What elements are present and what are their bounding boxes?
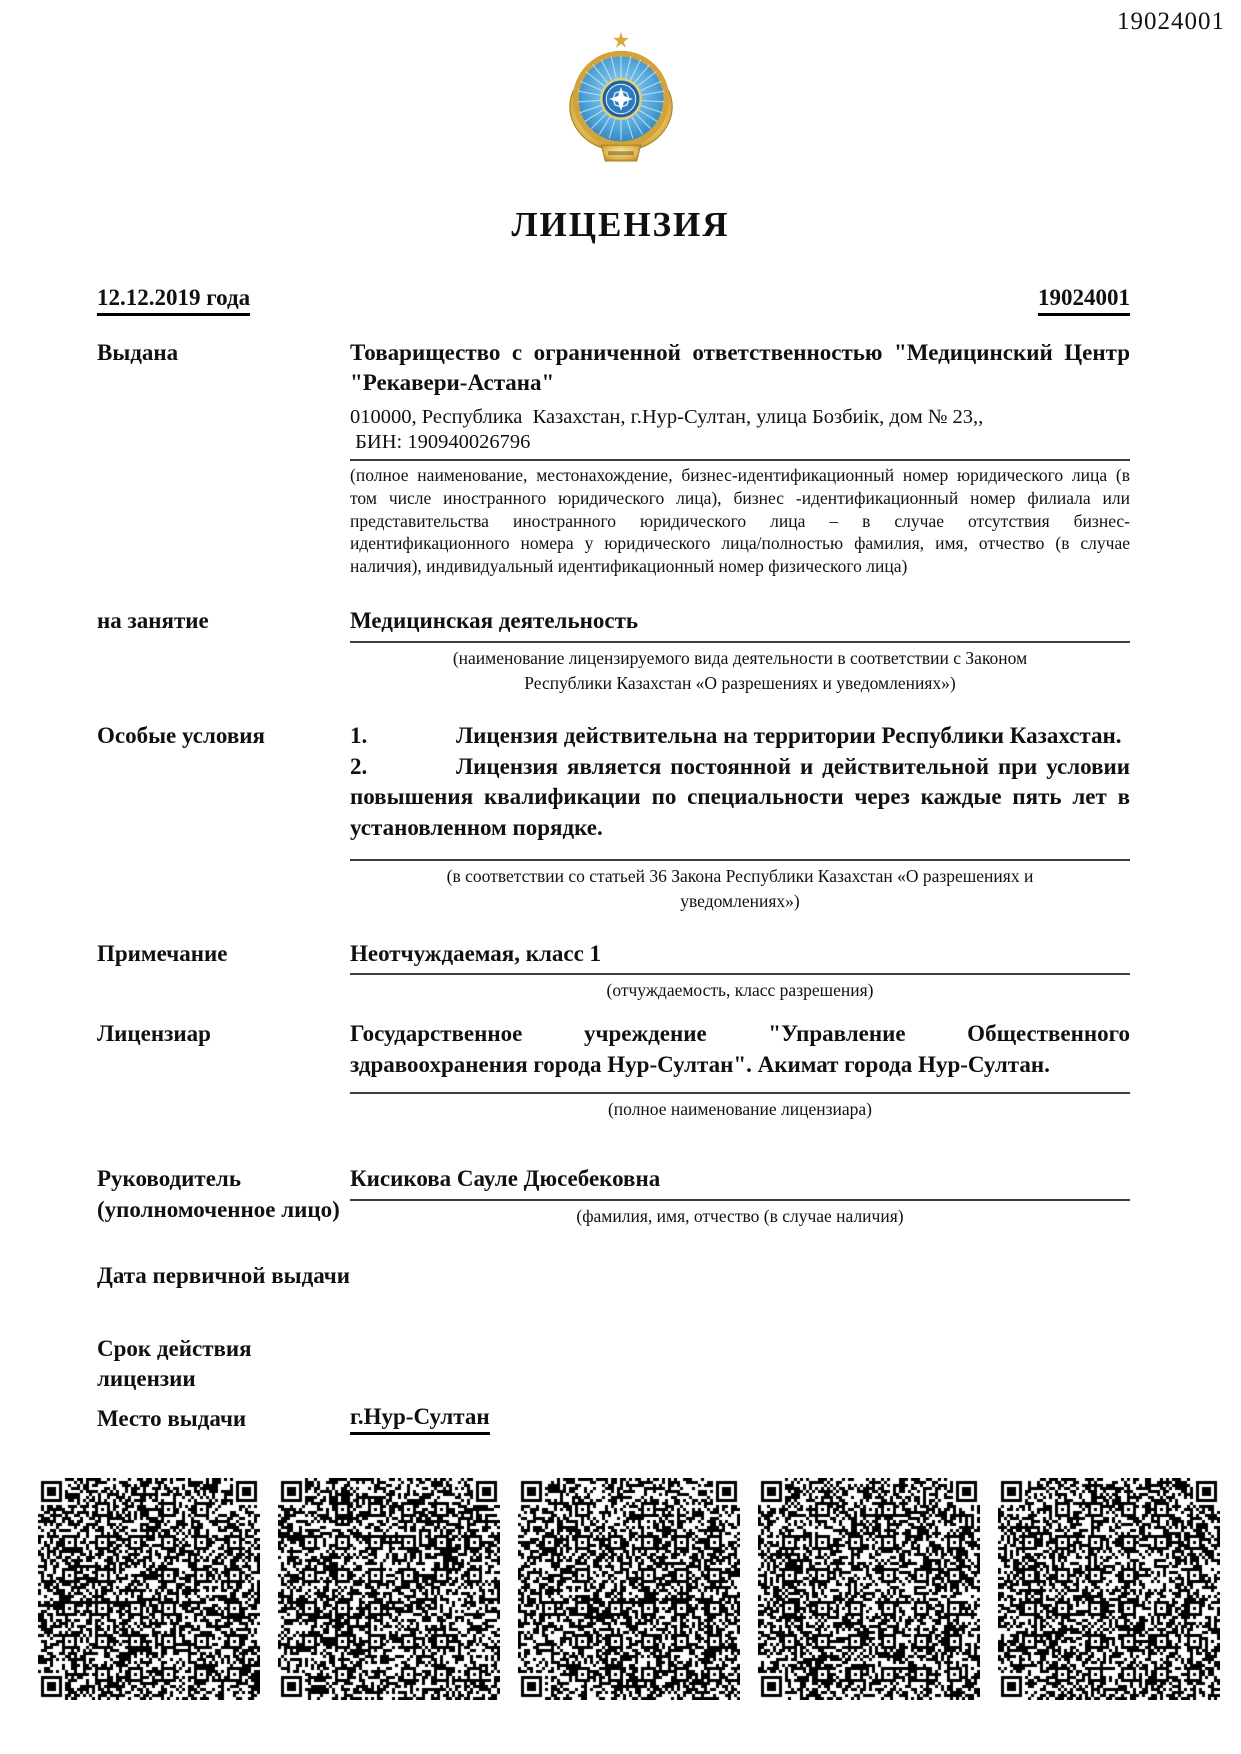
field-row-first-issue-date — [97, 1261, 1130, 1291]
license-number: 19024001 — [1038, 285, 1130, 316]
activity-value: Медицинская деятельность — [350, 606, 1130, 642]
licensor-value: Государственное учреждение "Управление Общественного здравоохранения города Нур-Султан". Акимат города Нур-Султан. — [350, 1021, 1130, 1077]
condition-item — [350, 721, 1130, 751]
qr-row — [38, 1478, 1220, 1700]
issue-date: 12.12.2019 года — [97, 285, 250, 316]
licensee-address: 010000, Республика Казахстан, г.Нур-Султан, улица Бозбиік, дом № 23,, БИН: 190940026796 — [350, 405, 1130, 461]
field-row-special-conditions — [97, 721, 1130, 914]
document-body — [97, 285, 1130, 1435]
field-row-note — [97, 939, 1130, 1004]
field-row-head — [97, 1164, 1130, 1229]
underline-rule — [350, 859, 1130, 861]
field-label: на занятие — [97, 608, 209, 634]
field-label: Лицензиар — [97, 1021, 211, 1047]
condition-number: 1. — [350, 723, 368, 749]
field-row-activity — [97, 606, 1130, 696]
qr-code — [758, 1478, 980, 1700]
page-title: ЛИЦЕНЗИЯ — [511, 205, 730, 244]
field-label: Руководитель (уполномоченное лицо) — [97, 1166, 340, 1222]
field-label: Место выдачи — [97, 1406, 247, 1432]
qr-code — [518, 1478, 740, 1700]
field-caption: (наименование лицензируемого вида деятельности в соответствии с Законом Республики Казахстан «О разрешениях и уведомлениях») — [452, 647, 1028, 694]
condition-number: 2. — [350, 753, 368, 779]
kazakhstan-coat-of-arms-icon — [556, 30, 686, 166]
condition-text: Лицензия действительна на территории Республики Казахстан. — [456, 723, 1122, 749]
field-caption: (полное наименование, местонахождение, бизнес-идентификационный номер юридического лица (в том числе иностранного юридического лица), бизнес -идентификационный номер филиала или представительства иностранного юридического лица – в случае отсутствия бизнес-идентификационного номера у юридического лица/полностью фамилия, имя, отчество (в случае наличия), индивидуальный идентификационный номер физического лица) — [350, 464, 1130, 577]
field-row-validity-period — [97, 1334, 1130, 1395]
date-number-row — [97, 285, 1130, 316]
qr-code — [278, 1478, 500, 1700]
place-of-issue-value: г.Нур-Султан — [350, 1404, 490, 1435]
emblem-container — [0, 0, 1241, 171]
field-caption: (отчуждаемость, класс разрешения) — [606, 979, 874, 1000]
field-label: Срок действия лицензии — [97, 1335, 252, 1391]
head-name: Кисикова Сауле Дюсебековна — [350, 1164, 1130, 1200]
field-row-licensor — [97, 1019, 1130, 1122]
qr-code — [998, 1478, 1220, 1700]
field-label: Выдана — [97, 340, 179, 365]
field-row-issued-to — [97, 338, 1130, 578]
field-label: Примечание — [97, 940, 228, 966]
condition-item — [350, 752, 1130, 843]
field-caption: (фамилия, имя, отчество (в случае наличия) — [576, 1205, 904, 1226]
licensee-name: Товарищество с ограниченной ответственностью "Медицинский Центр "Рекавери-Астана" — [350, 340, 1130, 396]
field-label: Особые условия — [97, 723, 265, 749]
condition-text: Лицензия является постоянной и действительной при условии повышения квалификации по специальности через каждые пять лет в установленном порядке. — [350, 753, 1130, 840]
field-caption: (полное наименование лицензиара) — [607, 1099, 873, 1120]
field-caption: (в соответствии со статьей 36 Закона Республики Казахстан «О разрешениях и уведомлениях») — [446, 865, 1034, 912]
field-row-place-of-issue — [97, 1404, 1130, 1435]
note-value: Неотчуждаемая, класс 1 — [350, 939, 1130, 975]
qr-code — [38, 1478, 260, 1700]
field-label: Дата первичной выдачи — [97, 1263, 351, 1289]
underline-rule — [350, 1092, 1130, 1094]
document-number-header: 19024001 — [1117, 8, 1225, 35]
